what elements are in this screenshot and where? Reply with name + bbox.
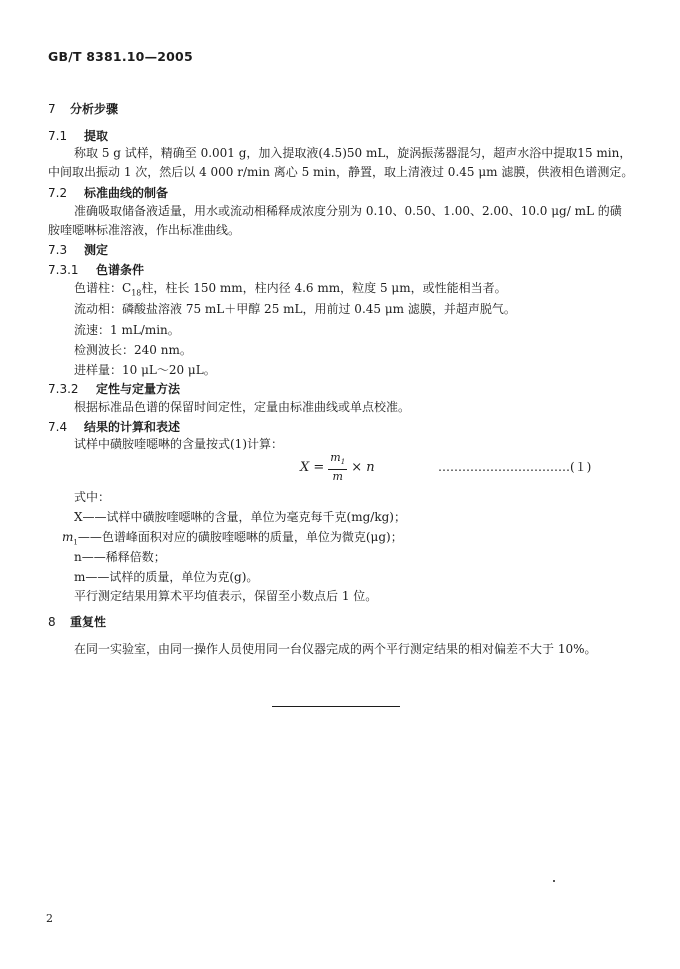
section-7-3-2-heading xyxy=(48,380,180,397)
section-title: 色谱条件 xyxy=(96,263,145,277)
section-title: 标准曲线的制备 xyxy=(84,186,169,200)
section-title: 结果的计算和表述 xyxy=(84,420,181,434)
section-number: 7.1 xyxy=(48,129,68,143)
variable: m xyxy=(62,530,74,544)
text-fragment: ——色谱峰面积对应的磺胺喹噁啉的质量，单位为微克(μg)； xyxy=(77,530,403,544)
text-line: 进样量：10 μL～20 μL。 xyxy=(74,363,216,377)
definition-m: m——试样的质量，单位为克(g)。 xyxy=(74,570,259,584)
definition-m1 xyxy=(62,529,403,550)
formula-lhs: X = xyxy=(300,459,325,475)
section-number: 8 xyxy=(48,615,56,629)
text-line: 称取 5 g 试样，精确至 0.001 g，加入提取液(4.5)50 mL，旋涡振荡器混匀，超声水浴中提取15 min， xyxy=(74,146,632,160)
column-spec-line xyxy=(74,280,507,301)
text-line: 式中： xyxy=(74,490,111,504)
formula-fraction xyxy=(328,451,347,483)
section-8-heading xyxy=(48,613,106,630)
standard-number: GB/T 8381.10—2005 xyxy=(48,49,193,64)
subscript: 18 xyxy=(131,288,142,298)
text-line: 流动相：磷酸盐溶液 75 mL＋甲醇 25 mL，用前过 0.45 μm 滤膜，并超声脱气。 xyxy=(74,302,516,316)
page-number: 2 xyxy=(46,912,53,925)
speck-mark xyxy=(553,880,555,882)
text-line: 中间取出振动 1 次，然后以 4 000 r/min 离心 5 min，静置，取上清液过 0.45 μm 滤膜，供液相色谱测定。 xyxy=(48,165,634,179)
section-7-3-1-heading xyxy=(48,261,144,278)
section-number: 7 xyxy=(48,102,56,116)
definition-x: X——试样中磺胺喹噁啉的含量，单位为毫克每千克(mg/kg)； xyxy=(74,510,406,524)
section-number: 7.2 xyxy=(48,186,68,200)
fraction-denominator: m xyxy=(332,470,343,484)
text-line: 流速：1 mL/min。 xyxy=(74,323,180,337)
section-title: 重复性 xyxy=(70,615,107,629)
end-rule xyxy=(272,706,400,707)
paragraph-text: 在同一实验室，由同一操作人员使用同一台仪器完成的两个平行测定结果的相对偏差不大于 10%。 xyxy=(74,642,597,656)
text-line: 试样中磺胺喹噁啉的含量按式(1)计算： xyxy=(74,437,283,451)
fraction-numerator xyxy=(328,451,347,470)
section-title: 分析步骤 xyxy=(70,102,119,116)
section-number: 7.3.1 xyxy=(48,263,79,277)
text-line: 检测波长：240 nm。 xyxy=(74,343,192,357)
subscript: 1 xyxy=(340,458,346,467)
definition-n: n——稀释倍数； xyxy=(74,550,166,564)
section-title: 定性与定量方法 xyxy=(96,382,181,396)
text-fragment: 柱，柱长 150 mm，柱内径 4.6 mm，粒度 5 μm，或性能相当者。 xyxy=(141,281,507,295)
section-title: 测定 xyxy=(84,243,109,257)
section-7-4-heading xyxy=(48,418,180,435)
section-number: 7.3 xyxy=(48,243,68,257)
section-7-3-heading xyxy=(48,241,108,258)
formula-rhs: × n xyxy=(351,459,375,475)
section-7-heading xyxy=(48,100,118,117)
text-fragment: 色谱柱：C xyxy=(74,281,132,295)
section-number: 7.4 xyxy=(48,420,68,434)
text-line: 准确吸取储备液适量，用水或流动相稀释成浓度分别为 0.10、0.50、1.00、2.00、10.0 μg/ mL 的磺 xyxy=(74,204,622,218)
equation-number: ……………………………(１) xyxy=(438,460,592,474)
text-line: 根据标准品色谱的保留时间定性，定量由标准曲线或单点校准。 xyxy=(74,400,411,414)
numerator-var: m xyxy=(330,451,341,464)
section-title: 提取 xyxy=(84,129,109,143)
subscript: 1 xyxy=(73,538,78,547)
section-7-1-heading xyxy=(48,127,108,144)
section-number: 7.3.2 xyxy=(48,382,79,396)
formula-1 xyxy=(300,451,375,483)
section-7-2-heading xyxy=(48,184,168,201)
text-line: 胺喹噁啉标准溶液，作出标准曲线。 xyxy=(48,223,241,237)
text-line: 平行测定结果用算术平均值表示，保留至小数点后 1 位。 xyxy=(74,589,378,603)
section-8-paragraph xyxy=(74,638,636,660)
